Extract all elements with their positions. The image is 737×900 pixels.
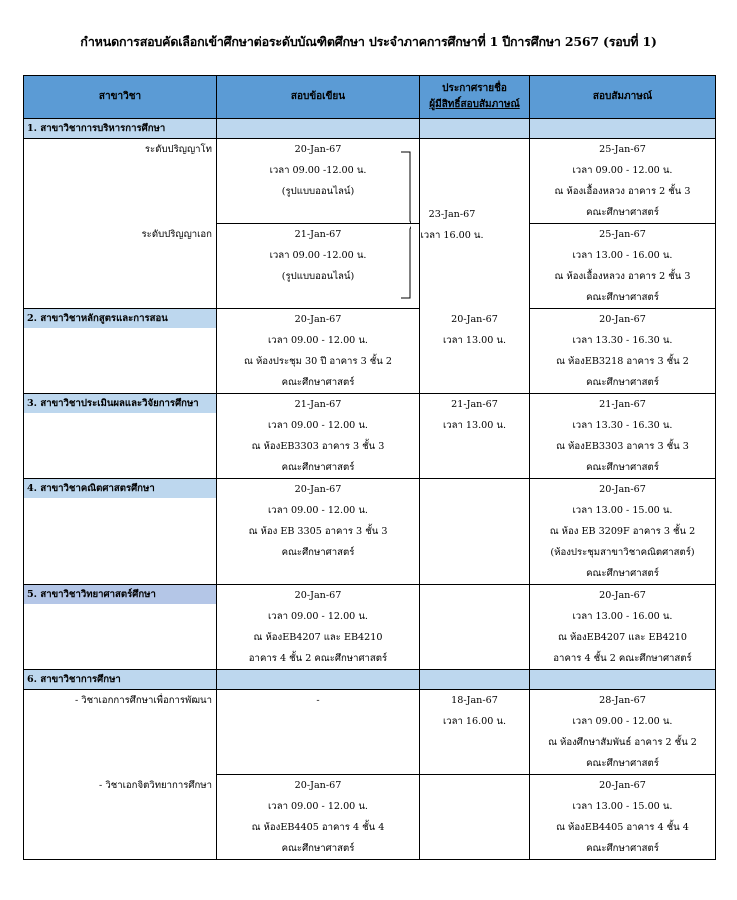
interview-cell: 20-Jan-67 เวลา 13.30 - 16.30 น. ณ ห้องEB3218 อาคาร 3 ชั้น 2 คณะศึกษาศาสตร์	[530, 309, 716, 394]
table-row	[24, 479, 716, 585]
announcement-time: เวลา 16.00 น.	[420, 230, 484, 241]
table-row	[24, 585, 716, 670]
announcement-cell	[420, 585, 530, 670]
row-label: ระดับปริญญาเอก	[24, 224, 217, 309]
announcement-overlay	[411, 204, 493, 246]
written-cell: 20-Jan-67 เวลา 09.00 -12.00 น. (รูปแบบออนไลน์)	[217, 139, 420, 224]
interview-cell: 25-Jan-67 เวลา 13.00 - 16.00 น. ณ ห้องเอื้องหลวง อาคาร 2 ชั้น 3 คณะศึกษาศาสตร์	[530, 224, 716, 309]
table-row	[24, 139, 716, 224]
header-interview: สอบสัมภาษณ์	[530, 76, 716, 119]
section-row	[24, 670, 716, 690]
written-cell: 20-Jan-67 เวลา 09.00 - 12.00 น. ณ ห้องประชุม 30 ปี อาคาร 3 ชั้น 2 คณะศึกษาศาสตร์	[217, 309, 420, 394]
section-cell	[24, 309, 217, 394]
written-cell: 21-Jan-67 เวลา 09.00 - 12.00 น. ณ ห้องEB3303 อาคาร 3 ชั้น 3 คณะศึกษาศาสตร์	[217, 394, 420, 479]
interview-cell: 20-Jan-67 เวลา 13.00 - 15.00 น. ณ ห้องEB4405 อาคาร 4 ชั้น 4 คณะศึกษาศาสตร์	[530, 775, 716, 860]
table-row	[24, 224, 716, 309]
announcement-date: 23-Jan-67	[428, 209, 476, 220]
written-cell: 20-Jan-67 เวลา 09.00 - 12.00 น. ณ ห้องEB4207 และ EB4210 อาคาร 4 ชั้น 2 คณะศึกษาศาสตร์	[217, 585, 420, 670]
header-announcement-line1: ประกาศรายชื่อ	[442, 83, 507, 94]
exam-schedule-table	[23, 75, 716, 860]
section-label: 3. สาขาวิชาประเมินผลและวิจัยการศึกษา	[24, 394, 216, 413]
table-row	[24, 690, 716, 775]
table-row	[24, 775, 716, 860]
row-label: - วิชาเอกการศึกษาเพื่อการพัฒนา	[24, 690, 217, 775]
section-cell	[24, 479, 217, 585]
written-cell: 20-Jan-67 เวลา 09.00 - 12.00 น. ณ ห้องEB4405 อาคาร 4 ชั้น 4 คณะศึกษาศาสตร์	[217, 775, 420, 860]
header-announcement	[420, 76, 530, 119]
section-cell	[24, 394, 217, 479]
interview-cell: 21-Jan-67 เวลา 13.30 - 16.30 น. ณ ห้องEB3303 อาคาร 3 ชั้น 3 คณะศึกษาศาสตร์	[530, 394, 716, 479]
row-label: - วิชาเอกจิตวิทยาการศึกษา	[24, 775, 217, 860]
row-label: ระดับปริญญาโท	[24, 139, 217, 224]
interview-cell: 20-Jan-67 เวลา 13.00 - 15.00 น. ณ ห้อง EB 3209F อาคาร 3 ชั้น 2 (ห้องประชุมสาขาวิชาคณิตศาสตร์) คณะศึกษาศาสตร์	[530, 479, 716, 585]
header-written-exam: สอบข้อเขียน	[217, 76, 420, 119]
section-cell	[24, 585, 217, 670]
section-label: 6. สาขาวิชาการศึกษา	[24, 670, 217, 690]
table-header-row	[24, 76, 716, 119]
section-label: 4. สาขาวิชาคณิตศาสตรศึกษา	[24, 479, 216, 498]
section-row	[24, 119, 716, 139]
section-label: 1. สาขาวิชาการบริหารการศึกษา	[24, 119, 217, 139]
written-cell: -	[217, 690, 420, 775]
announcement-cell	[420, 775, 530, 860]
header-announcement-line2: ผู้มีสิทธิ์สอบสัมภาษณ์	[429, 99, 520, 110]
announcement-cell: 21-Jan-67 เวลา 13.00 น.	[420, 394, 530, 479]
written-cell: 21-Jan-67 เวลา 09.00 -12.00 น. (รูปแบบออนไลน์)	[217, 224, 420, 309]
interview-cell: 20-Jan-67 เวลา 13.00 - 16.00 น. ณ ห้องEB4207 และ EB4210 อาคาร 4 ชั้น 2 คณะศึกษาศาสตร์	[530, 585, 716, 670]
interview-cell: 25-Jan-67 เวลา 09.00 - 12.00 น. ณ ห้องเอื้องหลวง อาคาร 2 ชั้น 3 คณะศึกษาศาสตร์	[530, 139, 716, 224]
table-row	[24, 394, 716, 479]
table-row	[24, 309, 716, 394]
section-label: 5. สาขาวิชาวิทยาศาสตร์ศึกษา	[24, 585, 216, 604]
curly-bracket	[401, 151, 411, 299]
announcement-cell: 20-Jan-67 เวลา 13.00 น.	[420, 309, 530, 394]
interview-cell: 28-Jan-67 เวลา 09.00 - 12.00 น. ณ ห้องศึกษาสัมพันธ์ อาคาร 2 ชั้น 2 คณะศึกษาศาสตร์	[530, 690, 716, 775]
announcement-cell: 18-Jan-67 เวลา 16.00 น.	[420, 690, 530, 775]
written-cell: 20-Jan-67 เวลา 09.00 - 12.00 น. ณ ห้อง EB 3305 อาคาร 3 ชั้น 3 คณะศึกษาศาสตร์	[217, 479, 420, 585]
announcement-cell	[420, 479, 530, 585]
page-title: กำหนดการสอบคัดเลือกเข้าศึกษาต่อระดับบัณฑิตศึกษา ประจำภาคการศึกษาที่ 1 ปีการศึกษา 2567 (รอบที่ 1)	[80, 34, 657, 49]
section-label: 2. สาขาวิชาหลักสูตรและการสอน	[24, 309, 216, 328]
header-major: สาขาวิชา	[24, 76, 217, 119]
